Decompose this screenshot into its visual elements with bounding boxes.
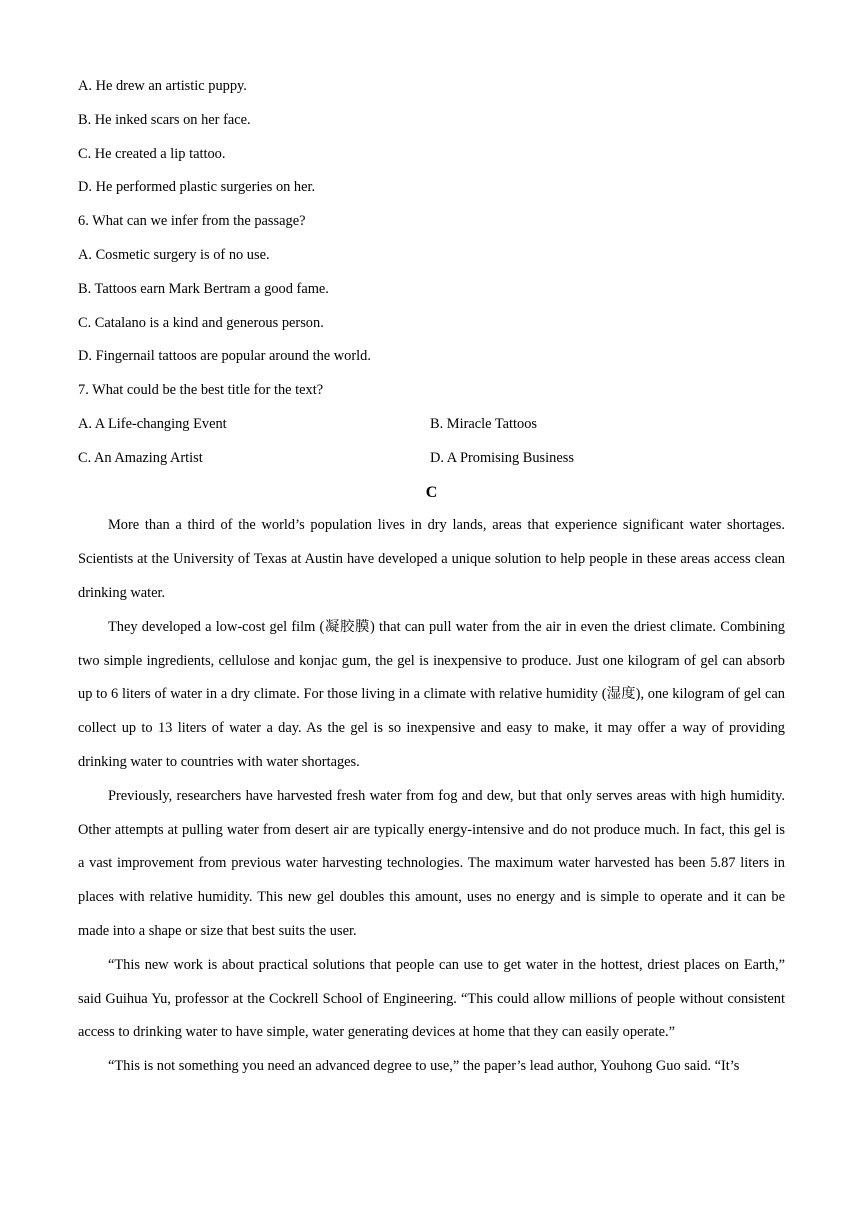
q7-option-c: C. An Amazing Artist: [78, 449, 203, 466]
exam-page: [78, 70, 785, 1084]
question-6: [78, 205, 785, 374]
q7-options-row-2: [78, 442, 785, 476]
passage-paragraph-2: They developed a low-cost gel film (凝胶膜) that can pull water from the air in even the driest climate. Combining two simple ingredients, cellulose and konjac gum, the gel is inexpensive to produce. Just one kilogram of gel can absorb up to 6 liters of water in a dry climate. For those living in a climate with relative humidity (湿度), one kilogram of gel can collect up to 13 liters of water a day. As the gel is so inexpensive and easy to make, it may offer a way of providing drinking water to countries with water shortages.: [78, 618, 785, 770]
q6-option-c: C. Catalano is a kind and generous person.: [78, 314, 324, 331]
q5-option-d: D. He performed plastic surgeries on her.: [78, 179, 316, 196]
q5-option-a: A. He drew an artistic puppy.: [78, 78, 247, 94]
q6-question: 6. What can we infer from the passage?: [78, 213, 306, 230]
passage-paragraph-3: Previously, researchers have harvested fresh water from fog and dew, but that only serves areas with high humidity. Other attempts at pulling water from desert air are typically energy-intensive and do not produce much. In fact, this gel is a vast improvement from previous water harvesting technologies. The maximum water harvested has been 5.87 liters in places with relative humidity. This new gel doubles this amount, uses no energy and is simple to operate and it can be made into a shape or size that best suits the user.: [78, 787, 785, 939]
section-c-title: C: [425, 483, 438, 501]
q7-option-b: B. Miracle Tattoos: [430, 415, 538, 432]
q6-option-b: B. Tattoos earn Mark Bertram a good fame.: [78, 280, 329, 297]
question-5-options: [78, 70, 785, 205]
passage-paragraph-4: “This new work is about practical solutions that people can use to get water in the hottest, driest places on Earth,” said Guihua Yu, professor at the Cockrell School of Engineering. “This could allow millions of people without consistent access to drinking water to have simple, water generating devices at home that they can easily operate.”: [78, 956, 785, 1041]
q5-option-c: C. He created a lip tattoo.: [78, 145, 226, 162]
q5-option-b: B. He inked scars on her face.: [78, 111, 251, 128]
q7-options-row-1: [78, 408, 785, 442]
q6-option-d: D. Fingernail tattoos are popular around the world.: [78, 348, 371, 365]
passage-paragraph-1: More than a third of the world’s population lives in dry lands, areas that experience significant water shortages. Scientists at the University of Texas at Austin have developed a unique solution to help people in these areas access clean drinking water.: [78, 517, 785, 601]
passage-paragraph-5: “This is not something you need an advanced degree to use,” the paper’s lead author, Youhong Guo said. “It’s: [108, 1058, 740, 1075]
q7-option-d: D. A Promising Business: [430, 449, 574, 466]
q7-question: 7. What could be the best title for the text?: [78, 382, 324, 399]
q6-option-a: A. Cosmetic surgery is of no use.: [78, 246, 270, 263]
section-c-passage: [78, 509, 785, 1084]
q7-option-a: A. A Life-changing Event: [78, 415, 227, 432]
question-7: [78, 374, 785, 475]
